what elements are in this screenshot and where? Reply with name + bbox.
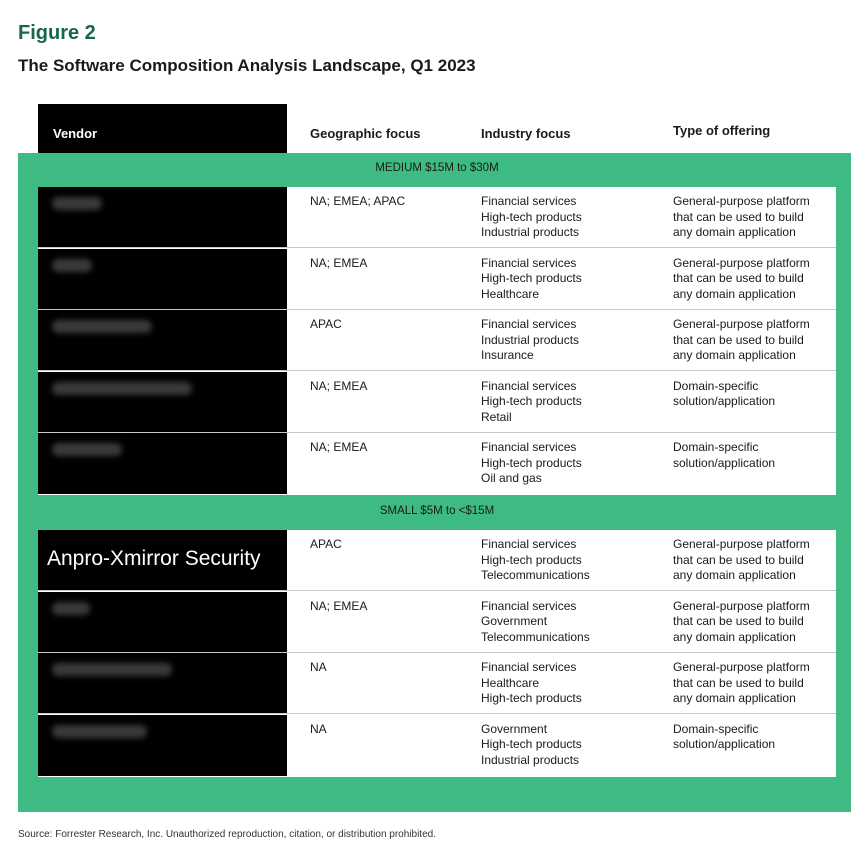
type-of-offering-cell [673, 722, 833, 753]
medium-vendors-block [38, 187, 836, 495]
offering-line: any domain application [673, 568, 796, 582]
geographic-focus-cell: NA; EMEA [310, 255, 368, 270]
industry-item: Retail [481, 409, 512, 424]
redacted-vendor-name [52, 382, 192, 395]
source-note: Source: Forrester Research, Inc. Unauthorized reproduction, citation, or distribution prohibited. [18, 829, 436, 840]
geographic-focus-cell: APAC [310, 537, 342, 551]
industry-item: Financial services [481, 440, 577, 454]
offering-line: General-purpose platform [673, 598, 810, 613]
header-industry-focus: Industry focus [481, 126, 571, 141]
industry-item: High-tech products [481, 552, 582, 567]
offering-line: that can be used to build [673, 614, 804, 628]
offering-line: any domain application [673, 348, 796, 362]
industry-focus-cell [481, 256, 661, 303]
industry-item: High-tech products [481, 209, 582, 224]
figure-label: Figure 2 [18, 22, 96, 44]
table-row [38, 310, 836, 371]
industry-focus-cell [481, 722, 661, 769]
type-of-offering-cell [673, 599, 833, 646]
redacted-vendor-name [52, 443, 122, 456]
redacted-vendor-name [52, 259, 92, 272]
offering-line: Domain-specific [673, 378, 759, 393]
table-row [38, 653, 836, 714]
offering-line: General-purpose platform [673, 660, 810, 674]
industry-focus-cell [481, 317, 661, 364]
band-medium: MEDIUM $15M to $30M [375, 162, 499, 174]
industry-focus-cell [481, 194, 661, 241]
type-of-offering-cell [673, 256, 833, 303]
offering-line: solution/application [673, 737, 776, 751]
offering-line: Domain-specific [673, 721, 759, 736]
table-row [38, 530, 836, 591]
vendor-name: Anpro-Xmirror Security [47, 547, 261, 570]
vendor-cell [38, 249, 287, 309]
industry-focus-cell [481, 379, 661, 426]
offering-line: any domain application [673, 691, 796, 705]
redacted-vendor-name [52, 197, 102, 210]
offering-line: General-purpose platform [673, 194, 810, 208]
industry-item: Financial services [481, 378, 577, 393]
industry-focus-cell [481, 660, 661, 707]
table-row [38, 592, 836, 653]
offering-line: any domain application [673, 629, 796, 644]
header-geographic-focus: Geographic focus [310, 126, 421, 141]
industry-item: Financial services [481, 598, 577, 613]
table-row [38, 187, 836, 248]
header-type-of-offering: Type of offering [673, 123, 771, 138]
industry-item: Financial services [481, 317, 577, 331]
industry-item: Healthcare [481, 286, 540, 301]
redacted-vendor-name [52, 663, 172, 676]
geographic-focus-cell: NA [310, 660, 327, 674]
industry-item: Financial services [481, 255, 577, 270]
industry-item: Industrial products [481, 225, 580, 239]
vendor-cell [38, 530, 287, 590]
industry-focus-cell [481, 537, 661, 584]
table-row [38, 715, 836, 776]
vendor-cell [38, 433, 287, 494]
vendor-cell [38, 310, 287, 370]
redacted-vendor-name [52, 320, 152, 333]
industry-item: High-tech products [481, 271, 582, 285]
industry-item: Telecommunications [481, 568, 590, 582]
industry-item: Industrial products [481, 332, 580, 347]
figure-title: The Software Composition Analysis Landscape, Q1 2023 [18, 56, 476, 75]
industry-item: Government [481, 721, 548, 736]
offering-line: that can be used to build [673, 332, 804, 347]
industry-item: Financial services [481, 660, 577, 674]
type-of-offering-cell [673, 317, 833, 364]
header-vendor: Vendor [53, 126, 98, 141]
band-small: SMALL $5M to <$15M [379, 505, 495, 517]
industry-focus-cell [481, 599, 661, 646]
offering-line: any domain application [673, 286, 796, 301]
vendor-cell [38, 372, 287, 432]
geographic-focus-cell: NA; EMEA [310, 598, 368, 613]
geographic-focus-cell: NA; EMEA [310, 378, 368, 393]
offering-line: that can be used to build [673, 271, 804, 285]
offering-line: Domain-specific [673, 440, 759, 454]
industry-item: Healthcare [481, 675, 540, 690]
industry-item: High-tech products [481, 737, 582, 751]
table-row [38, 249, 836, 310]
redacted-vendor-name [52, 725, 147, 738]
offering-line: any domain application [673, 225, 796, 239]
redacted-vendor-name [52, 602, 90, 615]
industry-item: Industrial products [481, 752, 580, 767]
type-of-offering-cell [673, 379, 833, 410]
offering-line: General-purpose platform [673, 317, 810, 331]
offering-line: solution/application [673, 394, 776, 408]
offering-line: that can be used to build [673, 675, 804, 690]
vendor-cell [38, 715, 287, 776]
industry-item: Government [481, 614, 548, 628]
vendor-cell [38, 653, 287, 713]
small-vendors-block [38, 530, 836, 777]
industry-item: High-tech products [481, 455, 582, 470]
industry-item: Financial services [481, 194, 577, 208]
industry-item: Telecommunications [481, 629, 590, 644]
offering-line: General-purpose platform [673, 255, 810, 270]
industry-item: High-tech products [481, 394, 582, 408]
vendor-cell [38, 187, 287, 247]
offering-line: solution/application [673, 455, 776, 470]
industry-item: Financial services [481, 537, 577, 551]
type-of-offering-cell [673, 537, 833, 584]
industry-item: High-tech products [481, 691, 582, 705]
type-of-offering-cell [673, 194, 833, 241]
type-of-offering-cell [673, 440, 833, 471]
industry-item: Insurance [481, 348, 534, 362]
geographic-focus-cell: NA; EMEA; APAC [310, 194, 406, 208]
offering-line: that can be used to build [673, 209, 804, 224]
table-row [38, 372, 836, 433]
geographic-focus-cell: NA [310, 721, 327, 736]
vendor-cell [38, 592, 287, 652]
geographic-focus-cell: APAC [310, 317, 342, 331]
offering-line: that can be used to build [673, 552, 804, 567]
offering-line: General-purpose platform [673, 537, 810, 551]
geographic-focus-cell: NA; EMEA [310, 440, 368, 454]
industry-item: Oil and gas [481, 471, 542, 485]
table-row [38, 433, 836, 494]
industry-focus-cell [481, 440, 661, 487]
type-of-offering-cell [673, 660, 833, 707]
